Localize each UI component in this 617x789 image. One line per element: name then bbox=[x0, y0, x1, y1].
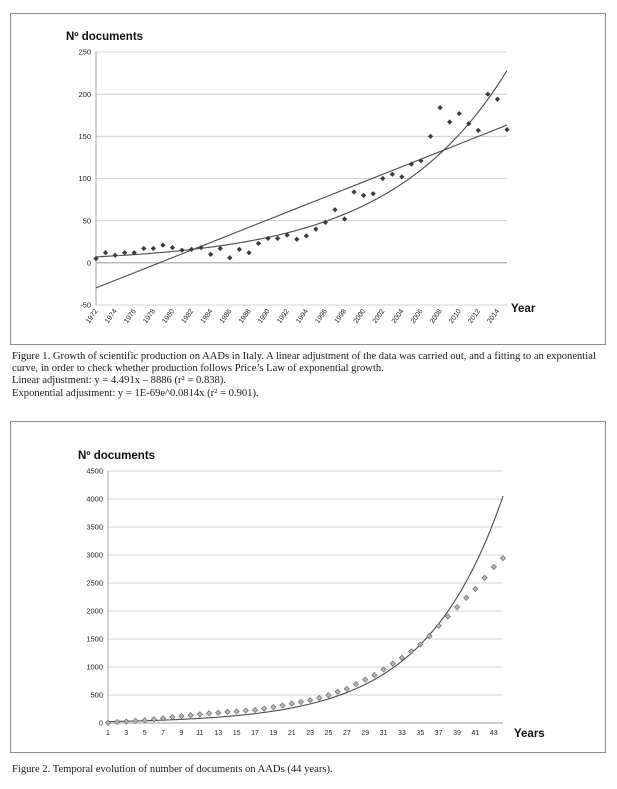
x-tick-label: 7 bbox=[161, 730, 166, 737]
exponential-fit-curve bbox=[108, 496, 503, 721]
y-tick-label: 1000 bbox=[86, 662, 103, 672]
x-tick-label: 1976 bbox=[123, 308, 138, 325]
y-tick-label: 2000 bbox=[86, 606, 103, 616]
data-point bbox=[225, 709, 230, 714]
x-tick-label: 1996 bbox=[314, 308, 330, 325]
x-tick-label: 23 bbox=[306, 730, 314, 737]
y-tick-label: 250 bbox=[78, 47, 91, 57]
data-point bbox=[371, 191, 376, 196]
linear-fit-line bbox=[96, 125, 507, 288]
data-point bbox=[495, 97, 500, 102]
x-tick-label: 27 bbox=[342, 730, 351, 737]
figure1-linear-adjustment: Linear adjustment: y = 4.491x – 8886 (r² = 0.838). bbox=[12, 375, 227, 387]
data-point bbox=[313, 227, 318, 232]
x-tick-label: 1990 bbox=[257, 308, 272, 325]
data-point bbox=[317, 695, 322, 700]
data-point bbox=[351, 189, 356, 194]
data-point bbox=[206, 711, 211, 716]
data-point bbox=[170, 245, 175, 250]
figure1-chart-panel bbox=[10, 13, 606, 345]
x-tick-label: 25 bbox=[324, 730, 333, 737]
data-point bbox=[482, 575, 487, 580]
x-tick-label: 2008 bbox=[429, 308, 444, 325]
data-point bbox=[262, 706, 267, 711]
x-tick-label: 3 bbox=[124, 730, 129, 737]
x-tick-label: 35 bbox=[416, 730, 425, 737]
data-point bbox=[151, 246, 156, 251]
figure1-caption bbox=[12, 351, 608, 400]
data-point bbox=[216, 710, 221, 715]
data-point bbox=[170, 715, 175, 720]
figure2-chart-panel bbox=[10, 421, 606, 753]
data-point bbox=[197, 712, 202, 717]
data-point bbox=[294, 237, 299, 242]
x-tick-label: 17 bbox=[251, 730, 259, 737]
x-tick-label: 1992 bbox=[276, 308, 291, 325]
x-tick-label: 1994 bbox=[295, 308, 310, 325]
x-axis-label: Year bbox=[511, 303, 536, 315]
x-tick-label: 21 bbox=[287, 730, 296, 737]
data-point bbox=[363, 677, 368, 682]
data-point bbox=[491, 564, 496, 569]
figure2-chart bbox=[11, 422, 605, 752]
x-tick-label: 2014 bbox=[486, 308, 502, 325]
y-tick-label: 100 bbox=[78, 174, 91, 184]
data-point bbox=[344, 686, 349, 691]
x-tick-label: 1978 bbox=[142, 308, 157, 325]
x-tick-label: 31 bbox=[379, 730, 388, 737]
data-point bbox=[275, 236, 280, 241]
y-tick-label: 4500 bbox=[86, 466, 103, 476]
data-point bbox=[390, 172, 395, 177]
x-tick-label: 1982 bbox=[180, 308, 196, 325]
data-point bbox=[179, 248, 184, 253]
x-tick-label: 9 bbox=[179, 730, 184, 737]
data-point bbox=[113, 253, 118, 258]
y-tick-label: 150 bbox=[78, 131, 91, 141]
data-point bbox=[115, 719, 120, 724]
data-point bbox=[500, 555, 505, 560]
y-tick-label: 1500 bbox=[86, 634, 103, 644]
y-tick-label: 200 bbox=[78, 89, 91, 99]
data-point bbox=[473, 586, 478, 591]
data-point bbox=[454, 605, 459, 610]
y-tick-label: 3500 bbox=[86, 522, 103, 532]
figure1-chart bbox=[11, 14, 605, 344]
data-point bbox=[372, 672, 377, 677]
y-axis-label: Nº documents bbox=[66, 31, 144, 43]
data-point bbox=[390, 661, 395, 666]
data-point bbox=[252, 707, 257, 712]
data-point bbox=[447, 119, 452, 124]
x-tick-label: 2012 bbox=[467, 308, 482, 325]
x-axis-label: Years bbox=[514, 728, 545, 740]
data-point bbox=[103, 250, 108, 255]
data-point bbox=[151, 717, 156, 722]
data-point bbox=[142, 718, 147, 723]
x-tick-label: 2000 bbox=[352, 308, 368, 325]
x-tick-label: 1986 bbox=[218, 308, 234, 325]
data-point bbox=[141, 246, 146, 251]
exponential-fit-curve bbox=[96, 71, 507, 257]
data-point bbox=[457, 111, 462, 116]
y-tick-label: 500 bbox=[90, 690, 103, 700]
y-tick-label: -50 bbox=[80, 300, 91, 310]
data-point bbox=[218, 246, 223, 251]
x-tick-label: 11 bbox=[196, 730, 204, 737]
data-point bbox=[271, 704, 276, 709]
data-point bbox=[234, 709, 239, 714]
x-tick-label: 1998 bbox=[333, 308, 349, 325]
figure1-exponential-adjustment: Exponential adjustment: y = 1E-69e^0.0814x (r² = 0.901). bbox=[12, 387, 259, 399]
data-point bbox=[476, 128, 481, 133]
x-tick-label: 1984 bbox=[199, 308, 215, 325]
data-point bbox=[246, 250, 251, 255]
data-point bbox=[227, 255, 232, 260]
x-tick-label: 1972 bbox=[84, 308, 100, 325]
data-point bbox=[256, 241, 261, 246]
x-tick-label: 39 bbox=[453, 730, 461, 737]
figure2-caption: Figure 2. Temporal evolution of number of documents on AADs (44 years). bbox=[12, 764, 333, 775]
data-point bbox=[335, 689, 340, 694]
x-tick-label: 1980 bbox=[161, 308, 177, 325]
y-tick-label: 2500 bbox=[86, 578, 103, 588]
data-point bbox=[326, 693, 331, 698]
data-point bbox=[304, 233, 309, 238]
x-tick-label: 37 bbox=[434, 730, 443, 737]
data-point bbox=[307, 698, 312, 703]
x-tick-label: 2002 bbox=[371, 308, 387, 325]
data-point bbox=[353, 682, 358, 687]
data-point bbox=[381, 667, 386, 672]
data-point bbox=[179, 714, 184, 719]
data-point bbox=[188, 713, 193, 718]
data-point bbox=[160, 243, 165, 248]
data-point bbox=[464, 595, 469, 600]
data-point bbox=[280, 703, 285, 708]
y-tick-label: 0 bbox=[86, 258, 91, 268]
data-point bbox=[105, 720, 110, 725]
x-tick-label: 33 bbox=[398, 730, 406, 737]
x-tick-label: 43 bbox=[489, 730, 498, 737]
data-point bbox=[437, 105, 442, 110]
data-point bbox=[428, 134, 433, 139]
x-tick-label: 2006 bbox=[409, 308, 425, 325]
data-point bbox=[436, 623, 441, 628]
data-point bbox=[504, 127, 509, 132]
x-tick-label: 1974 bbox=[104, 308, 119, 325]
x-tick-label: 1 bbox=[106, 730, 110, 737]
data-point bbox=[332, 207, 337, 212]
data-point bbox=[237, 247, 242, 252]
y-axis-label: Nº documents bbox=[78, 450, 156, 462]
data-point bbox=[122, 250, 127, 255]
x-tick-label: 1988 bbox=[237, 308, 253, 325]
data-point bbox=[380, 176, 385, 181]
y-tick-label: 3000 bbox=[86, 550, 103, 560]
y-tick-label: 4000 bbox=[86, 494, 103, 504]
data-point bbox=[243, 708, 248, 713]
x-tick-label: 19 bbox=[269, 730, 278, 737]
data-point bbox=[208, 252, 213, 257]
x-tick-label: 15 bbox=[232, 730, 241, 737]
data-point bbox=[289, 701, 294, 706]
x-tick-label: 2004 bbox=[390, 308, 406, 325]
x-tick-label: 13 bbox=[214, 730, 223, 737]
data-point bbox=[427, 634, 432, 639]
data-point bbox=[361, 193, 366, 198]
y-tick-label: 0 bbox=[98, 718, 103, 728]
x-tick-label: 2010 bbox=[448, 308, 463, 325]
data-point bbox=[409, 649, 414, 654]
x-tick-label: 41 bbox=[471, 730, 480, 737]
figure1-caption-line: Figure 1. Growth of scientific production on AADs in Italy. A linear adjustment of the data was carried out, and a fitting to an exponential curve, in order to check whether production follows Price’s Law of exponential growth. bbox=[12, 351, 596, 375]
y-tick-label: 50 bbox=[82, 216, 91, 226]
x-tick-label: 29 bbox=[361, 730, 370, 737]
x-tick-label: 5 bbox=[142, 730, 147, 737]
data-point bbox=[298, 699, 303, 704]
